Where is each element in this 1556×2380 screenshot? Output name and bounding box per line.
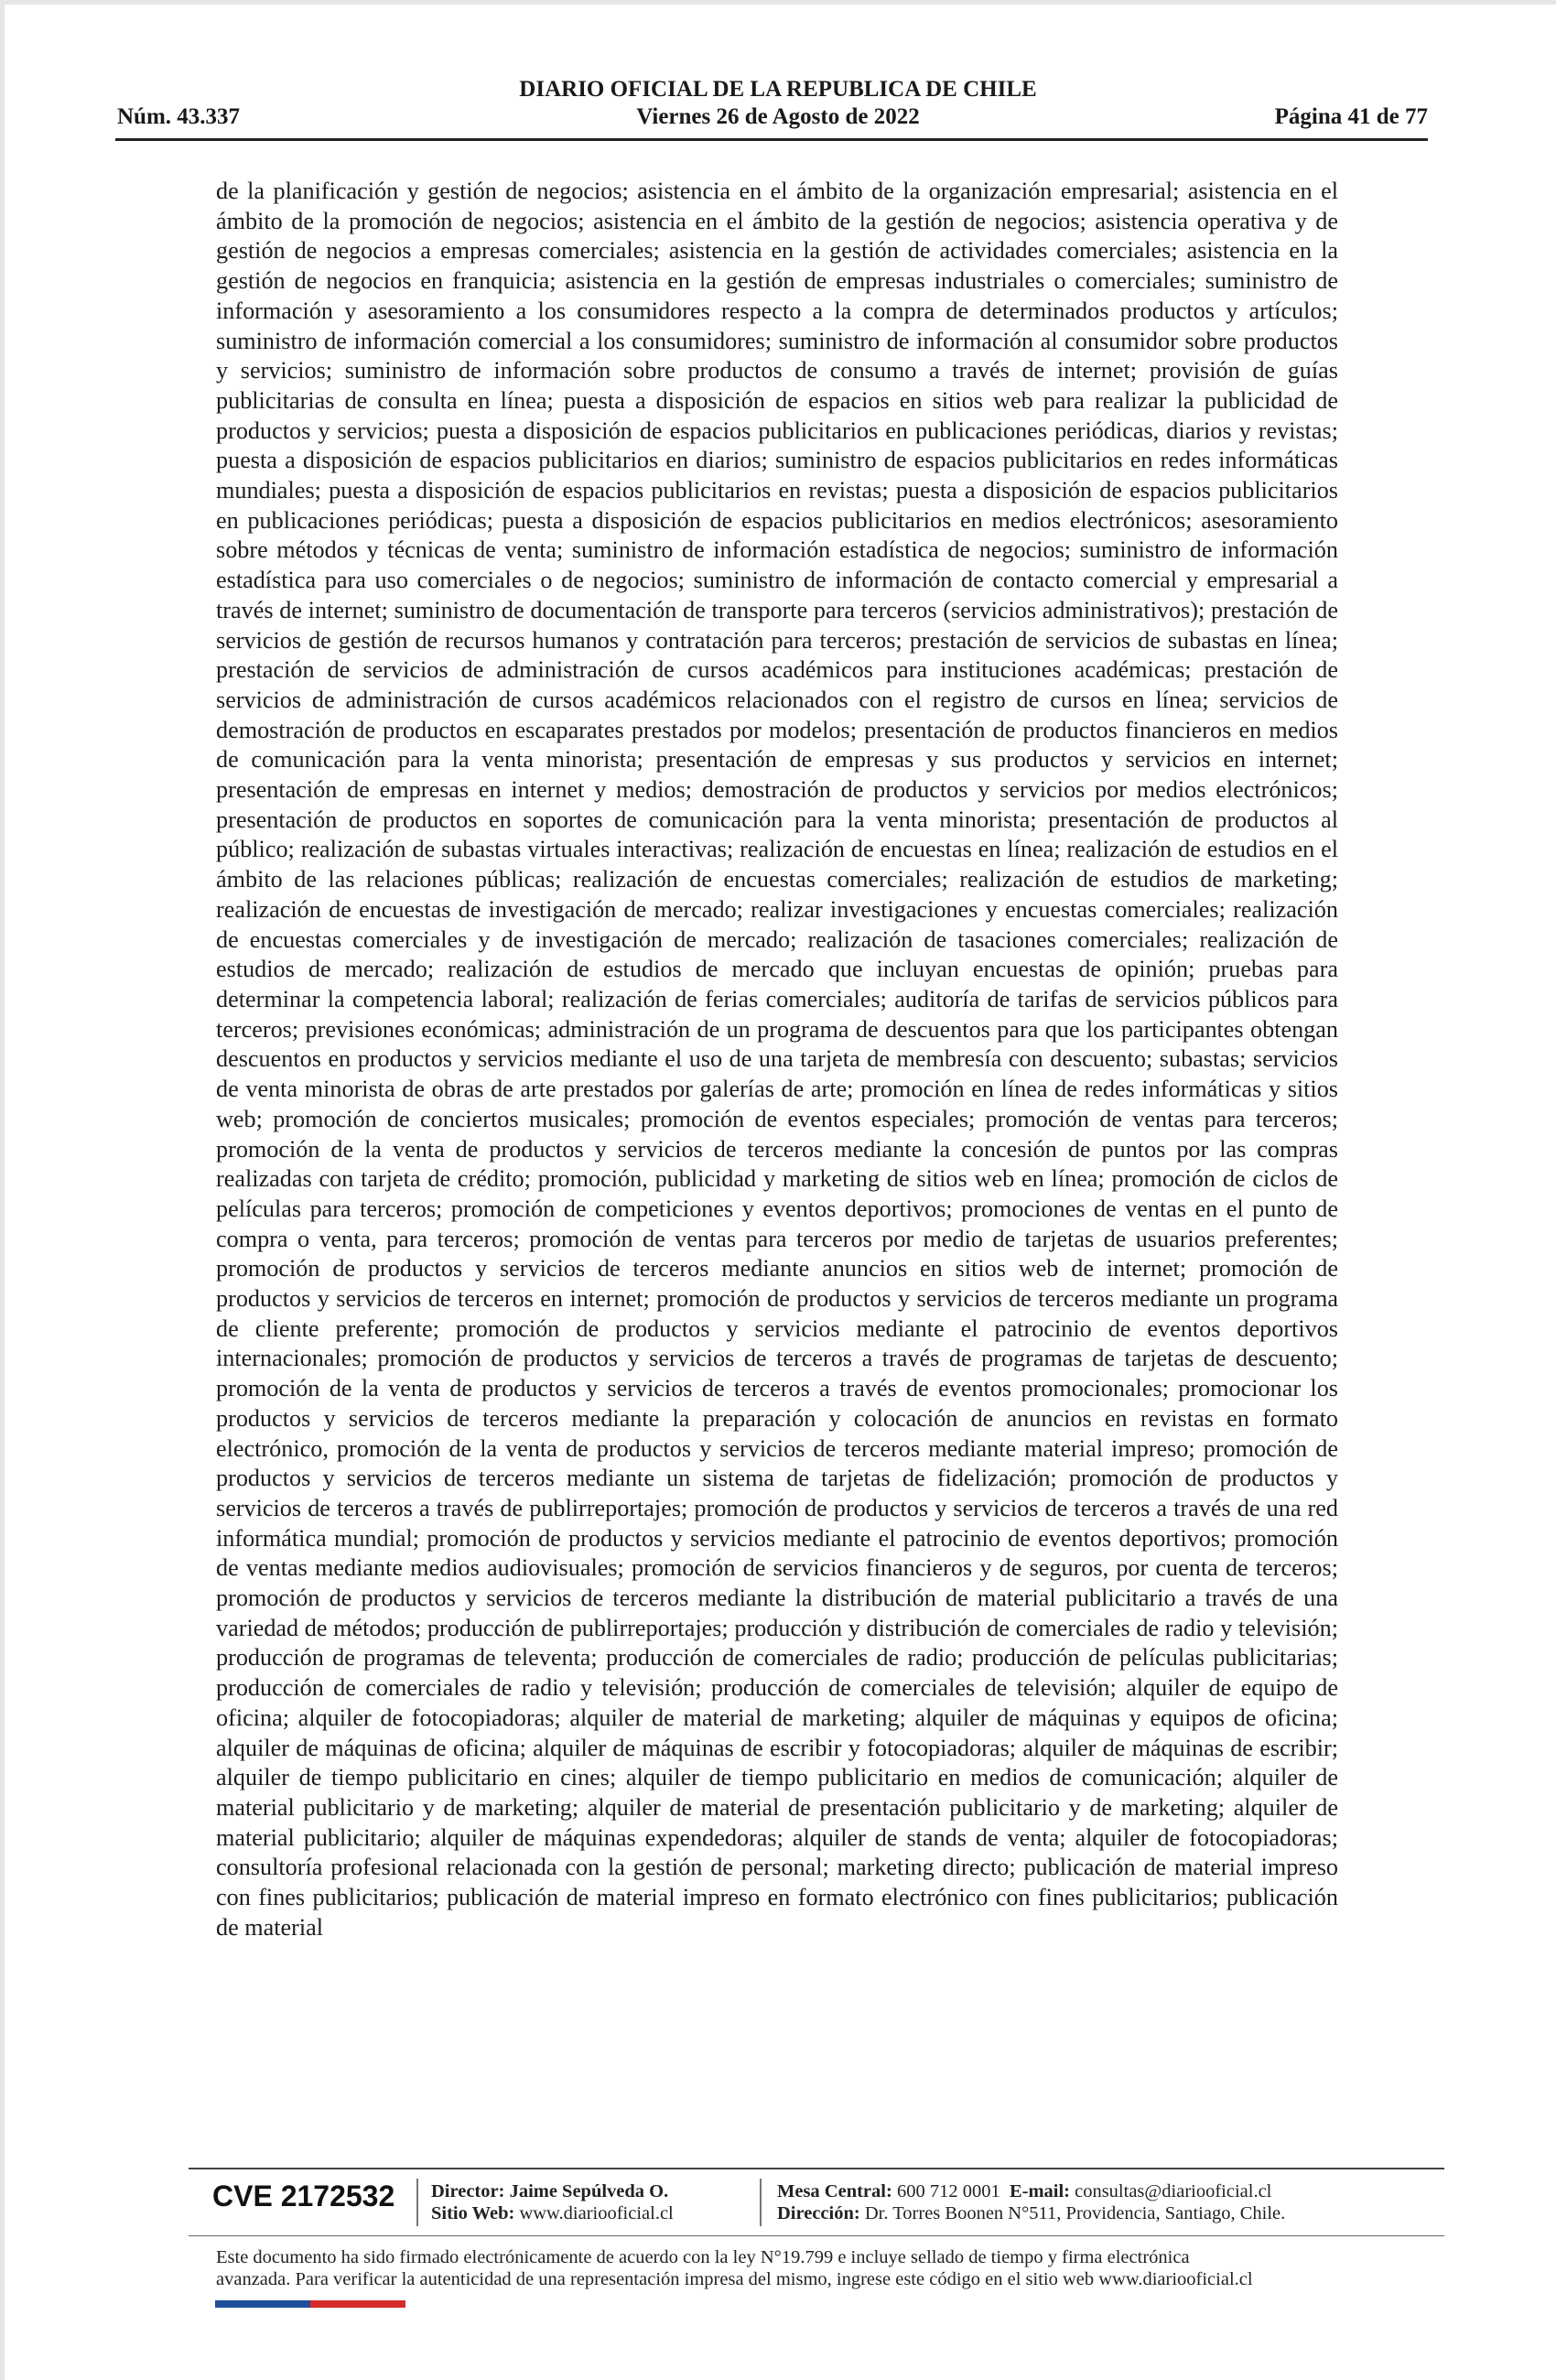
legal-notice	[216, 2246, 1351, 2290]
director-label: Director:	[431, 2181, 505, 2202]
cve-code: CVE 2172532	[212, 2180, 395, 2212]
address-label: Dirección:	[777, 2203, 860, 2223]
mesa-value: 600 712 0001	[896, 2181, 1000, 2202]
address-value: Dr. Torres Boonen N°511, Providencia, Santiago, Chile.	[864, 2203, 1286, 2223]
issue-number: Núm. 43.337	[117, 104, 241, 129]
header-divider	[115, 138, 1428, 141]
mesa-label: Mesa Central:	[777, 2181, 892, 2202]
flag-stripe-blue	[215, 2300, 310, 2308]
footer-divider	[189, 2168, 1444, 2169]
gazette-title: DIARIO OFICIAL DE LA REPUBLICA DE CHILE	[519, 77, 1037, 102]
email-label: E-mail:	[1009, 2181, 1070, 2202]
director-value: Jaime Sepúlveda O.	[509, 2181, 669, 2202]
issue-date: Viernes 26 de Agosto de 2022	[636, 104, 920, 129]
legal-line-2: avanzada. Para verificar la autenticidad de una representación impresa del mismo, ingrese este código en el sitio web www.diariooficial.cl	[216, 2269, 1253, 2289]
page-indicator: Página 41 de 77	[1274, 104, 1428, 129]
legal-line-1: Este documento ha sido firmado electrónicamente de acuerdo con la ley N°19.799 e incluye sellado de tiempo y firma electrónica	[216, 2247, 1190, 2267]
site-link[interactable]: www.diariooficial.cl	[519, 2203, 674, 2223]
document-body: de la planificación y gestión de negocios; asistencia en el ámbito de la organización empresarial; asistencia en el ámbito de la promoción de negocios; asistencia en el ámbito de la gestión de negocios; asistencia operativa y de gestión de negocios a empresas comerciales; asistencia en la gestión de actividades comerciales; asistencia en la gestión de negocios en franquicia; asistencia en la gestión de empresas industriales o comerciales; suministro de información y asesoramiento a los consumidores respecto a la compra de determinados productos y artículos; suministro de información comercial a los consumidores; suministro de información al consumidor sobre productos y servicios; suministro de información sobre productos de consumo a través de internet; provisión de guías publicitarias de consulta en línea; puesta a disposición de espacios en sitios web para realizar la publicidad de productos y servicios; puesta a disposición de espacios publicitarios en publicaciones periódicas, diarios y revistas; puesta a disposición de espacios publicitarios en diarios; suministro de espacios publicitarios en redes informáticas mundiales; puesta a disposición de espacios publicitarios en revistas; puesta a disposición de espacios publicitarios en publicaciones periódicas; puesta a disposición de espacios publicitarios en medios electrónicos; asesoramiento sobre métodos y técnicas de venta; suministro de información estadística de negocios; suministro de información estadística para uso comerciales o de negocios; suministro de información de contacto comercial y empresarial a través de internet; suministro de documentación de transporte para terceros (servicios administrativos); prestación de servicios de gestión de recursos humanos y contratación para terceros; prestación de servicios de subastas en línea; prestación de servicios de administración de cursos académicos para instituciones académicas; prestación de servicios de administración de cursos académicos relacionados con el registro de cursos en línea; servicios de demostración de productos en escaparates prestados por modelos; presentación de productos financieros en medios de comunicación para la venta minorista; presentación de empresas y sus productos y servicios en internet; presentación de empresas en internet y medios; demostración de productos y servicios por medios electrónicos; presentación de productos en soportes de comunicación para la venta minorista; presentación de productos al público; realización de subastas virtuales interactivas; realización de encuestas en línea; realización de estudios en el ámbito de las relaciones públicas; realización de encuestas comerciales; realización de estudios de marketing; realización de encuestas de investigación de mercado; realizar investigaciones y encuestas comerciales; realización de encuestas comerciales y de investigación de mercado; realización de tasaciones comerciales; realización de estudios de mercado; realización de estudios de mercado que incluyan encuestas de opinión; pruebas para determinar la competencia laboral; realización de ferias comerciales; auditoría de tarifas de servicios públicos para terceros; previsiones económicas; administración de un programa de descuentos para que los participantes obtengan descuentos en productos y servicios mediante el uso de una tarjeta de membresía con descuento; subastas; servicios de venta minorista de obras de arte prestados por galerías de arte; promoción en línea de redes informáticas y sitios web; promoción de conciertos musicales; promoción de eventos especiales; promoción de ventas para terceros; promoción de la venta de productos y servicios de terceros mediante la concesión de puntos por las compras realizadas con tarjeta de crédito; promoción, publicidad y marketing de sitios web en línea; promoción de ciclos de películas para terceros; promoción de competiciones y eventos deportivos; promociones de ventas en el punto de compra o venta, para terceros; promoción de ventas para terceros por medio de tarjetas de usuarios preferentes; promoción de productos y servicios de terceros mediante anuncios en sitios web de internet; promoción de productos y servicios de terceros en internet; promoción de productos y servicios de terceros mediante un programa de cliente preferente; promoción de productos y servicios mediante el patrocinio de eventos deportivos internacionales; promoción de productos y servicios de terceros a través de programas de tarjetas de descuento; promoción de la venta de productos y servicios de terceros a través de eventos promocionales; promocionar los productos y servicios de terceros mediante la preparación y colocación de anuncios en revistas en formato electrónico, promoción de la venta de productos y servicios de terceros mediante material impreso; promoción de productos y servicios de terceros mediante un sistema de tarjetas de fidelización; promoción de productos y servicios de terceros a través de publirreportajes; promoción de productos y servicios de terceros a través de una red informática mundial; promoción de productos y servicios mediante el patrocinio de eventos deportivos; promoción de ventas mediante medios audiovisuales; promoción de servicios financieros y de seguros, por cuenta de terceros; promoción de productos y servicios de terceros mediante la distribución de material publicitario a través de una variedad de métodos; producción de publirreportajes; producción y distribución de comerciales de radio y televisión; producción de programas de televenta; producción de comerciales de radio; producción de películas publicitarias; producción de comerciales de radio y televisión; producción de comerciales de televisión; alquiler de equipo de oficina; alquiler de fotocopiadoras; alquiler de material de marketing; alquiler de máquinas y equipos de oficina; alquiler de máquinas de oficina; alquiler de máquinas de escribir y fotocopiadoras; alquiler de máquinas de escribir; alquiler de tiempo publicitario en cines; alquiler de tiempo publicitario en medios de comunicación; alquiler de material publicitario y de marketing; alquiler de material de presentación publicitario y de marketing; alquiler de material publicitario; alquiler de máquinas expendedoras; alquiler de stands de venta; alquiler de fotocopiadoras; consultoría profesional relacionada con la gestión de personal; marketing directo; publicación de material impreso con fines publicitarios; publicación de material impreso en formato electrónico con fines publicitarios; publicación de material	[216, 178, 1338, 1941]
director-block	[431, 2180, 674, 2224]
flag-stripe-red	[310, 2300, 405, 2308]
email-link[interactable]: consultas@diariooficial.cl	[1075, 2181, 1272, 2202]
footer-divider-secondary	[189, 2235, 1444, 2236]
site-label: Sitio Web:	[431, 2203, 515, 2223]
footer-separator	[416, 2179, 418, 2226]
contact-block	[777, 2180, 1285, 2224]
footer-separator	[760, 2179, 762, 2226]
